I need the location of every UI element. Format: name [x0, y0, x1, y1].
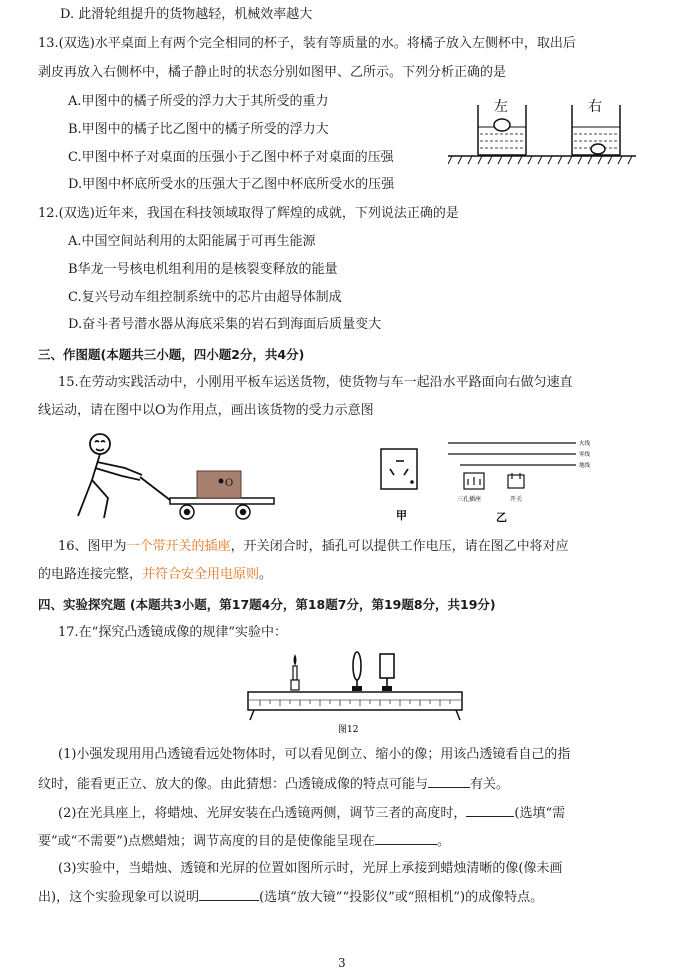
table-hatch — [448, 156, 632, 164]
cargo-box — [197, 471, 241, 498]
q17-p1-line2-part-b: 有关。 — [470, 777, 510, 792]
section3-title: 三、作图题(本题共三小题，四小题2分，共4分) — [38, 347, 305, 362]
q15-cart-figure — [70, 428, 280, 524]
answer-blank-2[interactable] — [466, 804, 514, 817]
socket-diagram — [381, 449, 417, 489]
q14-option-d: D.奋斗者号潜水器从海底采集的岩石到海面后质量变大 — [68, 317, 382, 332]
candle — [291, 654, 299, 690]
light-screen — [380, 654, 394, 691]
switch-symbol — [508, 473, 524, 488]
q17-p1-line2-part-a: 纹时，能看更正立、放大的像。由此猜想：凸透镜成像的特点可能与 — [38, 777, 429, 792]
label-jia: 甲 — [396, 509, 407, 522]
label-yi: 乙 — [496, 511, 507, 524]
point-o — [219, 479, 224, 484]
q17-stem: 17.在“探究凸透镜成像的规律”实验中： — [58, 625, 287, 640]
q16-line2-part-b: 。 — [259, 567, 273, 582]
q13-option-b: B.甲图中的橘子比乙图中的橘子所受的浮力大 — [68, 122, 329, 137]
q14-option-b: B华龙一号核电机组利用的是核裂变释放的能量 — [68, 262, 338, 277]
q17-p1-line2 — [38, 775, 509, 794]
wire-neutral-label: 零线 — [579, 452, 591, 458]
q16-line2 — [38, 566, 272, 584]
wire-ground-label: 地线 — [579, 463, 591, 469]
power-lines — [448, 443, 576, 465]
q17-p2-line2 — [38, 832, 450, 851]
switch-caption: 开关 — [510, 496, 523, 503]
point-o-label: O — [225, 478, 234, 489]
answer-blank-3[interactable] — [375, 832, 437, 845]
q14-stem: 12.(双选)近年来，我国在科技领域取得了辉煌的成就，下列说法正确的是 — [38, 206, 459, 221]
q14-option-a: A.中国空间站利用的太阳能属于可再生能源 — [68, 234, 316, 249]
socket-symbol — [464, 473, 484, 489]
q16-line1-part-a: 16、图甲为 — [58, 539, 127, 554]
orange-floating — [494, 119, 510, 131]
q17-p2-line2-part-b: 。 — [437, 834, 451, 849]
q16-circuit-figure — [376, 435, 616, 530]
orange-sunk — [591, 144, 605, 154]
q15-line2: 线运动，请在图中以O为作用点，画出该货物的受力示意图 — [38, 403, 374, 418]
cart-board — [170, 498, 274, 504]
q16-line2-part-a: 的电路连接完整， — [38, 567, 143, 582]
q17-p2-line2-part-a: 要”或“不需要”)点燃蜡烛；调节高度的目的是使像能呈现在 — [38, 834, 376, 849]
person-pushing — [78, 434, 142, 518]
figure-caption: 图12 — [338, 725, 359, 735]
q15-line1: 15.在劳动实践活动中，小刚用平板车运送货物，使货物与车一起沿水平路面向右做匀速直 — [58, 375, 573, 390]
q16-line2-highlight: 并符合安全用电原则 — [142, 567, 260, 582]
q17-p2-line1 — [58, 804, 565, 823]
answer-blank-4[interactable] — [199, 888, 259, 901]
cup-left-label: 左 — [494, 99, 508, 115]
q17-p3-line2-part-b: (选填“放大镜”“投影仪”或“照相机”)的成像特点。 — [259, 890, 544, 905]
q17-optical-bench — [240, 650, 470, 736]
q13-option-a: A.甲图中的橘子所受的浮力大于其所受的重力 — [68, 94, 329, 109]
section4-title: 四、实验探究题 (本题共3小题，第17题4分，第18题7分，第19题8分，共19分) — [38, 597, 496, 612]
convex-lens — [352, 652, 362, 691]
q13-option-c: C.甲图中杯子对桌面的压强小于乙图中杯子对桌面的压强 — [68, 150, 394, 165]
cup-right-label: 右 — [588, 99, 602, 115]
cart-handle — [140, 477, 170, 500]
q16-line1-highlight: 一个带开关的插座 — [126, 539, 231, 554]
q17-p3-line1: (3)实验中，当蜡烛、透镜和光屏的位置如图所示时，光屏上承接到蜡烛清晰的像(像未画 — [58, 861, 563, 876]
q13-stem-line2: 剥皮再放入右侧杯中，橘子静止时的状态分别如图甲、乙所示。下列分析正确的是 — [38, 65, 507, 80]
answer-blank-1[interactable] — [428, 775, 470, 788]
q13-cups-figure — [448, 95, 638, 170]
q16-line1-part-b: ，开关闭合时，插孔可以提供工作电压，请在图乙中将对应 — [230, 539, 569, 554]
wire-live-label: 火线 — [579, 441, 591, 447]
q14-option-c: C.复兴号动车组控制系统中的芯片由超导体制成 — [68, 290, 342, 305]
socket-caption: 三孔插座 — [457, 496, 482, 503]
q13-stem-line1: 13.(双选)水平桌面上有两个完全相同的杯子，装有等质量的水。将橘子放入左侧杯中，取出后 — [38, 36, 576, 51]
q13-option-d: D.甲图中杯底所受水的压强大于乙图中杯底所受水的压强 — [68, 177, 395, 192]
prev-option-d: D. 此滑轮组提升的货物越轻，机械效率越大 — [60, 7, 313, 22]
q17-p2-line1-part-a: (2)在光具座上，将蜡烛、光屏安装在凸透镜两侧，调节三者的高度时， — [58, 806, 467, 821]
q17-p3-line2 — [38, 888, 543, 907]
q16-line1 — [58, 538, 569, 556]
q17-p2-line1-part-b: (选填“需 — [514, 806, 566, 821]
page-number: 3 — [338, 956, 346, 970]
q17-p3-line2-part-a: 出)，这个实验现象可以说明 — [38, 890, 200, 905]
q17-p1-line1: (1)小强发现用用凸透镜看远处物体时，可以看见倒立、缩小的像；用该凸透镜看自己的指 — [58, 747, 571, 762]
